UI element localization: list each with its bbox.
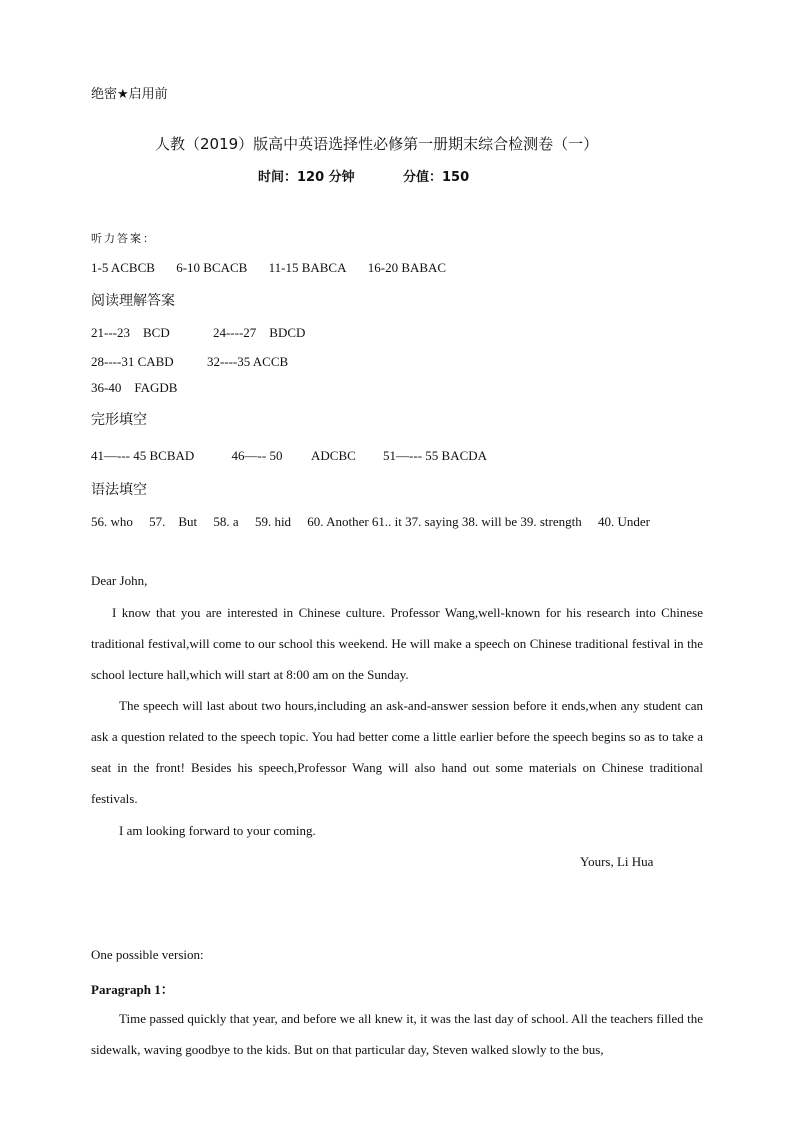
letter-paragraph: I know that you are interested in Chinese culture. Professor Wang,well-known for his research into Chinese traditional festival,will come to our school this weekend. He will make a speech on Chinese traditional festival in the school lecture hall,which will start at 8:00 am on the Sunday. (91, 605, 703, 682)
exam-score: 分值：150 (403, 170, 470, 185)
letter-paragraph: The speech will last about two hours,including an ask-and-answer session before it ends,when any student can ask a question related to the speech topic. You had better come a little earlier before the speech begins so as to take a seat in the front! Besides his speech,Professor Wang will also hand out some materials on Chinese traditional festivals. (91, 698, 703, 806)
cloze-answer: 41—--- 45 BCBAD (91, 448, 195, 463)
listening-answer: 16-20 BABAC (367, 260, 447, 275)
listening-answer: 11-15 BABCA (268, 260, 347, 275)
grammar-answers: 56. who 57. But 58. a 59. hid 60. Another 61.. it 37. saying 38. will be 39. strength 40. Under (91, 514, 650, 529)
letter-closing: Yours, Li Hua (580, 854, 654, 869)
listening-answer: 6-10 BCACB (176, 260, 248, 275)
grammar-label: 语法填空 (91, 482, 147, 498)
reading-answer: 21---23 BCD (91, 325, 170, 340)
listening-answer: 1-5 ACBCB (91, 260, 155, 275)
page-title: 人教（2019）版高中英语选择性必修第一册期末综合检测卷（一） (155, 135, 599, 153)
cloze-answers (91, 448, 487, 464)
reading-answers-line1 (91, 322, 305, 341)
version-label: One possible version: (91, 947, 204, 962)
reading-answers-line2 (91, 354, 288, 370)
cloze-answer: 46—-- 50 (231, 448, 283, 463)
version-paragraph: Time passed quickly that year, and before we all knew it, it was the last day of school. All the teachers filled the sidewalk, waving goodbye to the kids. But on that particular day, Steven walked slowly to the bus, (91, 1011, 703, 1057)
exam-time: 时间：120 分钟 (258, 170, 355, 185)
cloze-answer: 51—--- 55 BACDA (383, 448, 488, 463)
reading-answer: 28----31 CABD (91, 354, 174, 369)
cloze-answer: ADCBC (311, 448, 356, 463)
listening-label: 听力答案： (91, 232, 156, 245)
listening-answers (91, 260, 446, 276)
reading-label: 阅读理解答案 (91, 293, 175, 309)
reading-answer: 32----35 ACCB (206, 354, 289, 369)
paragraph-label: Paragraph 1： (91, 982, 174, 997)
letter-paragraph: I am looking forward to your coming. (119, 823, 316, 838)
confidential-label: 绝密★启用前 (91, 87, 168, 102)
letter-greeting: Dear John, (91, 573, 148, 588)
reading-answer: 24----27 BDCD (212, 325, 306, 340)
reading-answers-line3: 36-40 FAGDB (91, 380, 178, 395)
cloze-label: 完形填空 (91, 412, 147, 428)
